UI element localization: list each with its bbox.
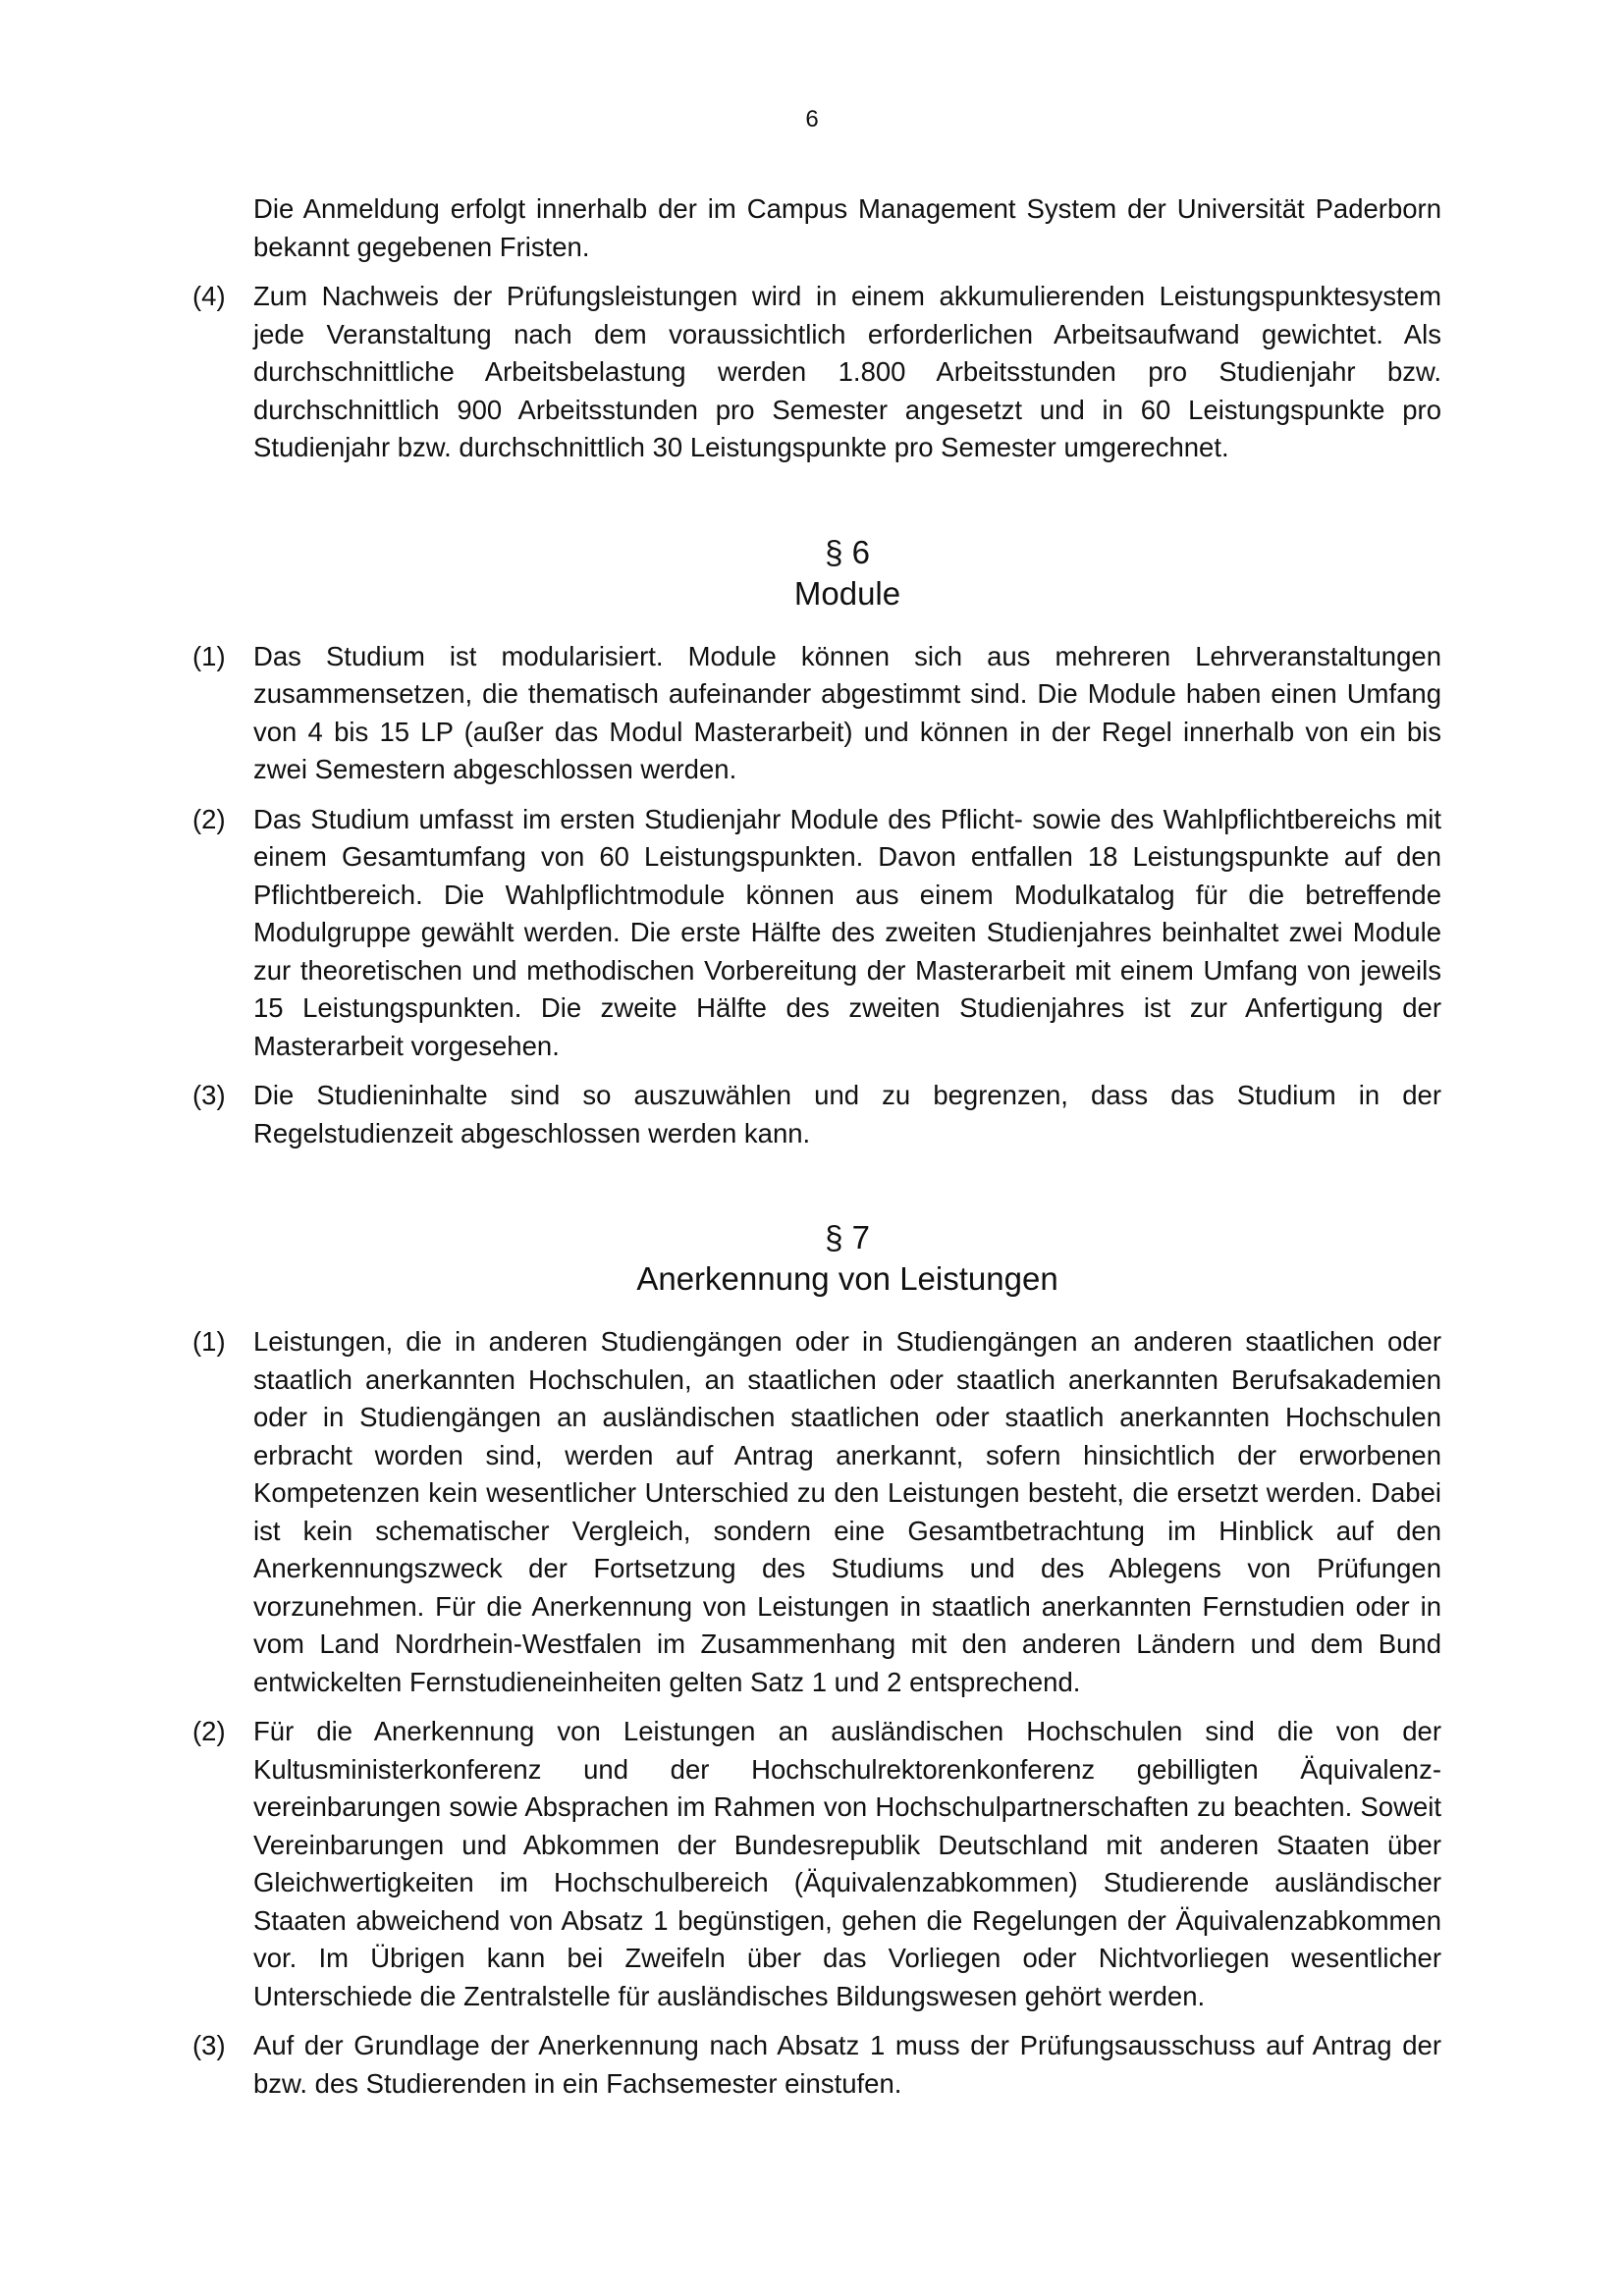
paragraph-text: Die Anmeldung erfolgt innerhalb der im Campus Management System der Universität Paderborn bekannt gegebenen Fristen. [253,193,1441,262]
paragraph-text: Zum Nachweis der Prüfungsleistungen wird in einem akkumulierenden Leistungspunktesystem jede Veranstaltung nach dem voraussichtlich erforderlichen Arbeitsaufwand gewichtet. Als durchschnittliche Arbeitsbelastung werden 1.800 Arbeitsstunden pro Studienjahr bzw. durchschnittlich 900 Arbeitsstunden pro Semester angesetzt und in 60 Leistungspunkte pro Studienjahr bzw. durchschnittlich 30 Leistungspunkte pro Semester umgerechnet. [253,281,1441,462]
paragraph-text: Auf der Grundlage der Anerkennung nach Absatz 1 muss der Prüfungsausschuss auf Antrag der bzw. des Studierenden in ein Fachsemester einstufen. [253,2030,1441,2099]
section-symbol: § 7 [825,1219,870,1255]
section6-paragraph-3 [192,1077,1441,1152]
section7-paragraph-2 [192,1713,1441,2015]
paragraph-number: (4) [192,281,226,311]
paragraph-text: Leistungen, die in anderen Studiengängen oder in Studiengängen an anderen staatlichen oder staatlich anerkannten Hochschulen, an staatlichen oder staatlich anerkannten Berufsakademien oder in Studiengängen an ausländischen staatlichen oder staatlich anerkannten Hochschulen erbracht worden sind, werden auf Antrag anerkannt, sofern hinsichtlich der erworbenen Kompetenzen kein wesentlicher Unterschied zu den Leistungen besteht, die ersetzt werden. Dabei ist kein schematischer Vergleich, sondern eine Gesamtbetrachtung im Hinblick auf den Anerkennungszweck der Fortsetzung des Studiums und des Ablegens von Prüfungen vorzunehmen. Für die Anerkennung von Leistungen in staatlich anerkannten Fernstudien oder in vom Land Nordrhein-Westfalen im Zusammenhang mit den anderen Ländern und dem Bund entwickelten Fernstudieneinheiten gelten Satz 1 und 2 entsprechend. [253,1326,1441,1697]
paragraph-number: (3) [192,1080,226,1110]
section-title: Module [793,574,901,612]
paragraph-text: Das Studium ist modularisiert. Module können sich aus mehreren Lehrveranstaltungen zusammensetzen, die thematisch aufeinander abgestimmt sind. Die Module haben einen Umfang von 4 bis 15 LP (außer das Modul Masterarbeit) und können in der Regel innerhalb von ein bis zwei Semestern abgeschlossen werden. [253,640,1441,784]
intro-paragraph [192,190,1441,266]
section5-paragraph-4 [192,278,1441,467]
section7-paragraph-1 [192,1323,1441,1701]
paragraph-number: (3) [192,2030,226,2060]
document-body [192,190,1441,2114]
paragraph-number: (1) [192,640,226,671]
section6-paragraph-1 [192,638,1441,789]
paragraph-text: Die Studieninhalte sind so auszuwählen und zu begrenzen, dass das Studium in der Regelstudienzeit abgeschlossen werden kann. [253,1080,1441,1148]
section7-paragraph-3 [192,2027,1441,2103]
paragraph-text: Für die Anerkennung von Leistungen an ausländischen Hochschulen sind die von der Kultusministerkonferenz und der Hochschulrektorenkonferenz gebilligten Äquivalenz-vereinbarungen sowie Absprachen im Rahmen von Hochschulpartnerschaften zu beachten. Soweit Vereinbarungen und Abkommen der Bundesrepublik Deutschland mit anderen Staaten über Gleichwertigkeiten im Hochschulbereich (Äquivalenzabkommen) Studierende ausländischer Staaten abweichend von Absatz 1 begünstigen, gehen die Regelungen der Äquivalenzabkommen vor. Im Übrigen kann bei Zweifeln über das Vorliegen oder Nichtvorliegen wesentlicher Unterschiede die Zentralstelle für ausländisches Bildungswesen gehört werden. [253,1716,1441,2011]
section-7-heading [253,1217,1441,1300]
section6-paragraph-2 [192,801,1441,1066]
paragraph-text: Das Studium umfasst im ersten Studienjahr Module des Pflicht- sowie des Wahlpflichtbereichs mit einem Gesamtumfang von 60 Leistungspunkten. Davon entfallen 18 Leistungspunkte auf den Pflichtbereich. Die Wahlpflichtmodule können aus einem Modulkatalog für die betreffende Modulgruppe gewählt werden. Die erste Hälfte des zweiten Studienjahres beinhaltet zwei Module zur theoretischen und methodischen Vorbereitung der Masterarbeit mit einem Umfang von jeweils 15 Leistungspunkten. Die zweite Hälfte des zweiten Studienjahres ist zur Anfertigung der Masterarbeit vorgesehen. [253,803,1441,1061]
page-number: 6 [805,106,819,133]
paragraph-number: (1) [192,1326,226,1357]
section-6-heading [253,532,1441,614]
paragraph-number: (2) [192,803,226,834]
paragraph-number: (2) [192,1716,226,1746]
section-symbol: § 6 [825,533,870,570]
section-title: Anerkennung von Leistungen [636,1260,1058,1297]
